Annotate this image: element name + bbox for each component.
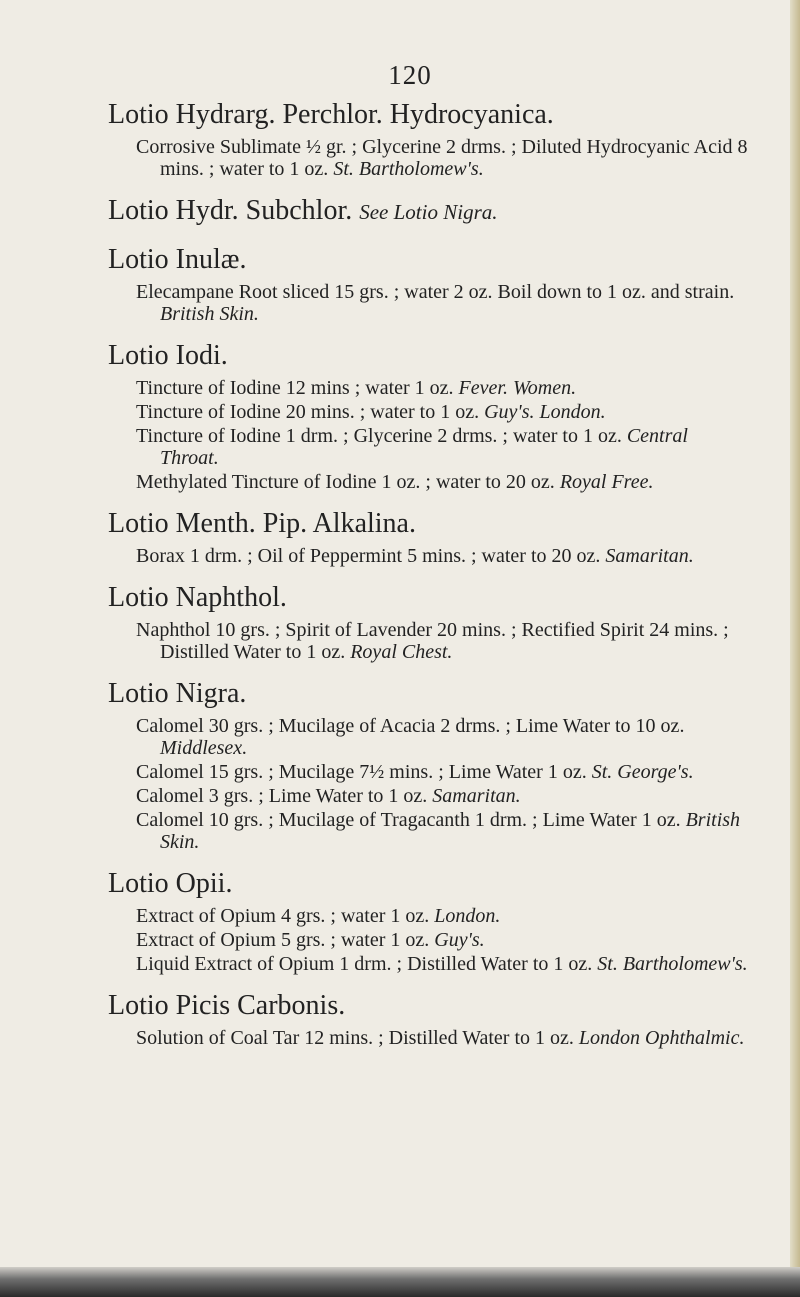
hospital-source: British Skin.	[160, 303, 259, 325]
hospital-source: St. Bartholomew's.	[597, 953, 748, 975]
hospital-source: St. Bartholomew's.	[333, 158, 484, 180]
formula-text: Extract of Opium 4 grs. ; water 1 oz.	[136, 905, 430, 927]
entry-title: Lotio Opii.	[108, 868, 233, 899]
hospital-source: Royal Free.	[559, 471, 654, 493]
entry-heading	[108, 507, 748, 541]
formulary-entries	[108, 98, 748, 1063]
formula-text: Corrosive Sublimate ½ gr. ; Glycerine 2 drms. ; Diluted Hydrocyanic Acid 8 mins. ; water to 1 oz.	[136, 136, 748, 180]
formula-text: Calomel 10 grs. ; Mucilage of Tragacanth 1 drm. ; Lime Water 1 oz.	[136, 809, 681, 831]
formula-entry	[108, 989, 748, 1049]
entry-title: Lotio Inulæ.	[108, 244, 247, 275]
formula-line	[108, 471, 748, 493]
hospital-source: Royal Chest.	[350, 641, 453, 663]
formula-text: Borax 1 drm. ; Oil of Peppermint 5 mins. ; water to 20 oz.	[136, 545, 601, 567]
formula-text: Elecampane Root sliced 15 grs. ; water 2 oz. Boil down to 1 oz. and strain.	[136, 281, 735, 303]
hospital-source: Central Throat.	[160, 425, 688, 469]
formula-line	[108, 953, 748, 975]
formula-line	[108, 136, 748, 180]
formula-line	[108, 785, 748, 807]
hospital-source: St. George's.	[591, 761, 694, 783]
hospital-source: Guy's. London.	[484, 401, 606, 423]
entry-title: Lotio Iodi.	[108, 340, 228, 371]
entry-title: Lotio Nigra.	[108, 678, 247, 709]
entry-heading	[108, 339, 748, 373]
formula-line	[108, 619, 748, 663]
formula-text: Calomel 30 grs. ; Mucilage of Acacia 2 drms. ; Lime Water to 10 oz.	[136, 715, 685, 737]
formula-text: Extract of Opium 5 grs. ; water 1 oz.	[136, 929, 430, 951]
formula-entry	[108, 507, 748, 567]
entry-title: Lotio Menth. Pip. Alkalina.	[108, 508, 416, 539]
formula-text: Liquid Extract of Opium 1 drm. ; Distilled Water to 1 oz.	[136, 953, 593, 975]
formula-text: Tincture of Iodine 12 mins ; water 1 oz.	[136, 377, 454, 399]
hospital-source: Fever. Women.	[458, 377, 577, 399]
formula-entry	[108, 339, 748, 493]
formula-line	[108, 905, 748, 927]
entry-heading	[108, 867, 748, 901]
formula-text: Calomel 15 grs. ; Mucilage 7½ mins. ; Lime Water 1 oz.	[136, 761, 587, 783]
page-number: 120	[388, 60, 432, 90]
entry-heading	[108, 677, 748, 711]
hospital-source: Middlesex.	[160, 737, 248, 759]
formula-line	[108, 715, 748, 759]
formula-line	[108, 761, 748, 783]
formula-text: Tincture of Iodine 1 drm. ; Glycerine 2 drms. ; water to 1 oz.	[136, 425, 622, 447]
formula-line	[108, 1027, 748, 1049]
formula-entry	[108, 194, 748, 229]
hospital-source: London Ophthalmic.	[578, 1027, 745, 1049]
formula-text: Calomel 3 grs. ; Lime Water to 1 oz.	[136, 785, 428, 807]
formula-line	[108, 401, 748, 423]
formula-line	[108, 545, 748, 567]
formula-entry	[108, 867, 748, 975]
formula-entry	[108, 677, 748, 853]
formula-line	[108, 281, 748, 325]
hospital-source: Samaritan.	[432, 785, 521, 807]
page-edge-shadow	[790, 0, 800, 1297]
entry-heading	[108, 989, 748, 1023]
entry-title: Lotio Naphthol.	[108, 582, 287, 613]
formula-line	[108, 425, 748, 469]
entry-heading	[108, 581, 748, 615]
formula-text: Solution of Coal Tar 12 mins. ; Distilled Water to 1 oz.	[136, 1027, 574, 1049]
hospital-source: London.	[434, 905, 501, 927]
hospital-source: Samaritan.	[605, 545, 694, 567]
entry-title: Lotio Hydrarg. Perchlor. Hydrocyanica.	[108, 99, 554, 130]
formula-text: Methylated Tincture of Iodine 1 oz. ; water to 20 oz.	[136, 471, 555, 493]
formula-entry	[108, 98, 748, 180]
entry-heading	[108, 194, 748, 229]
formula-entry	[108, 581, 748, 663]
entry-title: Lotio Hydr. Subchlor.	[108, 195, 353, 226]
entry-heading	[108, 98, 748, 132]
hospital-source: British Skin.	[160, 809, 741, 853]
formula-line	[108, 809, 748, 853]
formula-entry	[108, 243, 748, 325]
formula-line	[108, 377, 748, 399]
formula-text: Naphthol 10 grs. ; Spirit of Lavender 20 mins. ; Rectified Spirit 24 mins. ; Distilled Water to 1 oz.	[136, 619, 729, 663]
entry-heading	[108, 243, 748, 277]
formula-line	[108, 929, 748, 951]
cross-reference: See Lotio Nigra.	[359, 200, 498, 224]
formula-text: Tincture of Iodine 20 mins. ; water to 1 oz.	[136, 401, 480, 423]
hospital-source: Guy's.	[434, 929, 485, 951]
scan-bottom-edge	[0, 1267, 800, 1297]
entry-title: Lotio Picis Carbonis.	[108, 990, 346, 1021]
